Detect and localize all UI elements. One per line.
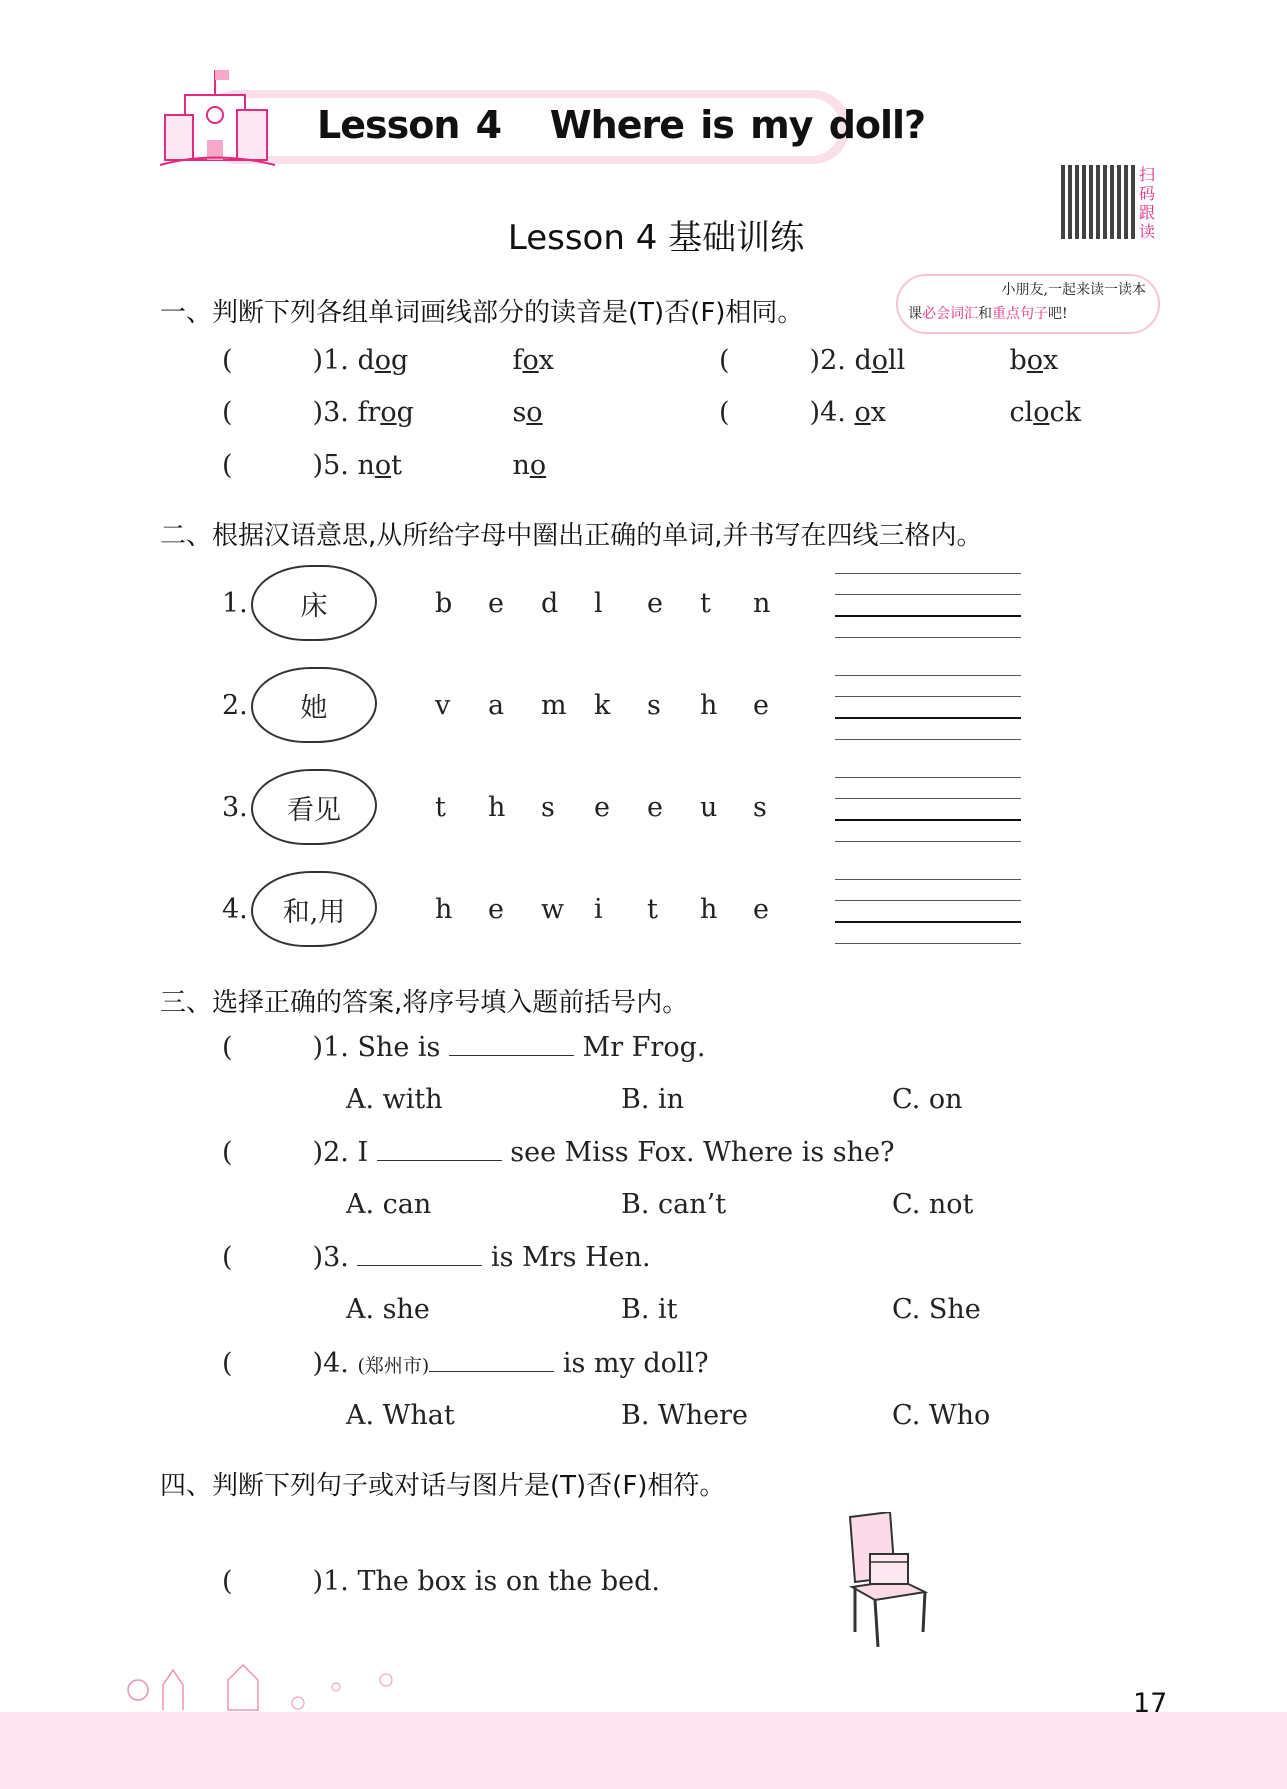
word-2 — [1009, 345, 1058, 376]
answer-option: A. with — [346, 1084, 443, 1115]
writing-line[interactable] — [835, 777, 1021, 778]
word-part: g — [396, 397, 414, 428]
chinese-meaning-cloud: 她 — [251, 667, 377, 743]
item-number: )1. — [312, 345, 358, 376]
writing-line[interactable] — [835, 675, 1021, 676]
letter[interactable]: h — [488, 792, 506, 823]
tip-highlight: 必会词汇 — [922, 306, 978, 322]
letter-sequence — [435, 690, 806, 721]
word-part: s — [512, 397, 527, 428]
word-1 — [357, 450, 512, 481]
letter[interactable]: h — [435, 894, 453, 925]
word-part: g — [391, 345, 409, 376]
word-2 — [512, 397, 542, 428]
choice-question — [222, 1032, 705, 1063]
pronunciation-item — [222, 450, 546, 481]
letter[interactable]: d — [541, 588, 559, 619]
answer-paren[interactable]: ( — [222, 1566, 233, 1597]
question-text: She is — [357, 1032, 449, 1063]
word-part: ll — [888, 345, 906, 376]
section1-heading: 一、判断下列各组单词画线部分的读音是(T)否(F)相同。 — [160, 298, 804, 328]
underlined-letter: o — [522, 345, 539, 376]
question-text: is my doll? — [554, 1348, 709, 1379]
underlined-letter: o — [526, 397, 543, 428]
question-number: )3. — [312, 1242, 358, 1273]
question-text: Mr Frog. — [573, 1032, 706, 1063]
word-1 — [357, 345, 512, 376]
page-subtitle: Lesson 4 基础训练 — [507, 218, 805, 258]
writing-line[interactable] — [835, 879, 1021, 880]
writing-line[interactable] — [835, 594, 1021, 595]
question-number: )2. — [312, 1137, 358, 1168]
word-part: n — [357, 450, 375, 481]
question-text: see Miss Fox. Where is she? — [501, 1137, 895, 1168]
underlined-letter: o — [529, 450, 547, 481]
writing-line[interactable] — [835, 798, 1021, 799]
answer-option: B. can’t — [621, 1189, 727, 1220]
letter[interactable]: m — [541, 690, 567, 721]
footer-band — [0, 1712, 1287, 1789]
question-text: The box is on the bed. — [357, 1566, 660, 1597]
tip-line-1: 小朋友,一起来读一读本 — [1001, 282, 1146, 298]
word-part: b — [1009, 345, 1027, 376]
tip-highlight: 重点句子 — [992, 306, 1048, 322]
letter[interactable]: b — [435, 588, 453, 619]
answer-option: B. it — [621, 1294, 678, 1325]
underlined-letter: o — [1033, 397, 1050, 428]
answer-paren[interactable]: ( — [222, 1242, 233, 1273]
letter[interactable]: t — [435, 792, 446, 823]
letter[interactable]: t — [700, 588, 711, 619]
question-number: )4. — [312, 1348, 358, 1379]
fill-blank[interactable] — [429, 1349, 554, 1372]
answer-paren[interactable]: ( — [222, 450, 233, 481]
underlined-letter: o — [871, 345, 888, 376]
pronunciation-item — [719, 345, 1058, 376]
letter[interactable]: v — [435, 690, 451, 721]
letter[interactable]: s — [647, 690, 661, 721]
word-part: n — [512, 450, 530, 481]
writing-line[interactable] — [835, 943, 1021, 944]
tip-text: 和 — [978, 306, 992, 322]
word-part: x — [1043, 345, 1059, 376]
word-part: d — [357, 345, 375, 376]
writing-line[interactable] — [835, 841, 1021, 842]
item-number: )4. — [809, 397, 855, 428]
qr-label: 扫码跟读 — [1139, 165, 1156, 241]
underlined-letter: o — [374, 345, 391, 376]
tip-text: 课 — [908, 306, 922, 322]
answer-option: B. Where — [621, 1400, 749, 1431]
word-part: fr — [357, 397, 381, 428]
footer-town-decoration — [118, 1645, 408, 1715]
reading-tip-bubble — [896, 274, 1160, 334]
word-part: f — [512, 345, 523, 376]
word-2 — [1009, 397, 1081, 428]
answer-paren[interactable]: ( — [719, 345, 730, 376]
item-number: )3. — [312, 397, 358, 428]
word-2 — [512, 450, 546, 481]
letter[interactable]: e — [488, 894, 504, 925]
letter[interactable]: s — [753, 792, 767, 823]
letter[interactable]: l — [594, 588, 603, 619]
item-number: 1. — [222, 588, 248, 619]
answer-option: A. she — [346, 1294, 430, 1325]
answer-paren[interactable]: ( — [222, 1137, 233, 1168]
choice-question — [222, 1137, 895, 1168]
writing-line[interactable] — [835, 921, 1021, 923]
section3-heading: 三、选择正确的答案,将序号填入题前括号内。 — [160, 988, 689, 1018]
word-1 — [357, 397, 512, 428]
chinese-meaning-cloud: 和,用 — [251, 871, 377, 947]
page-number: 17 — [1133, 1688, 1168, 1719]
letter[interactable]: e — [753, 894, 769, 925]
section4-heading: 四、判断下列句子或对话与图片是(T)否(F)相符。 — [160, 1471, 726, 1501]
letter[interactable]: e — [488, 588, 504, 619]
word-part: ck — [1049, 397, 1081, 428]
letter[interactable]: s — [541, 792, 555, 823]
word-part: t — [391, 450, 402, 481]
writing-line[interactable] — [835, 615, 1021, 617]
letter-sequence — [435, 588, 806, 619]
writing-line[interactable] — [835, 573, 1021, 574]
letter[interactable]: a — [488, 690, 505, 721]
item-number: 4. — [222, 894, 248, 925]
pronunciation-item — [222, 345, 554, 376]
letter[interactable]: i — [594, 894, 603, 925]
letter[interactable]: e — [594, 792, 610, 823]
writing-line[interactable] — [835, 717, 1021, 719]
letter[interactable]: n — [753, 588, 771, 619]
letter[interactable]: e — [753, 690, 769, 721]
pronunciation-item — [719, 397, 1081, 428]
question-4-1 — [222, 1566, 660, 1597]
source-note: (郑州市) — [357, 1355, 430, 1377]
letter[interactable]: t — [647, 894, 658, 925]
letter-sequence — [435, 894, 806, 925]
chinese-meaning-cloud: 看见 — [251, 769, 377, 845]
choice-question — [222, 1242, 651, 1273]
answer-option: B. in — [621, 1084, 685, 1115]
answer-option: C. She — [892, 1294, 981, 1325]
underlined-letter: o — [374, 450, 392, 481]
letter[interactable]: k — [594, 690, 611, 721]
item-number: 3. — [222, 792, 248, 823]
fill-blank[interactable] — [357, 1243, 482, 1266]
tip-line-2 — [898, 302, 1158, 326]
fill-blank[interactable] — [449, 1033, 574, 1056]
item-number: )2. — [809, 345, 855, 376]
word-part: x — [538, 345, 554, 376]
word-part: cl — [1009, 397, 1034, 428]
writing-line[interactable] — [835, 739, 1021, 740]
pronunciation-item — [222, 397, 543, 428]
letter[interactable]: u — [700, 792, 718, 823]
answer-paren[interactable]: ( — [222, 1348, 233, 1379]
word-part: d — [854, 345, 872, 376]
word-1 — [854, 397, 1009, 428]
answer-option: C. Who — [892, 1400, 991, 1431]
letter[interactable]: e — [647, 792, 663, 823]
underlined-letter: o — [854, 397, 871, 428]
letter[interactable]: e — [647, 588, 663, 619]
question-number: )1. — [312, 1566, 358, 1597]
writing-line[interactable] — [835, 696, 1021, 697]
writing-line[interactable] — [835, 637, 1021, 638]
answer-option: C. not — [892, 1189, 974, 1220]
word-2 — [512, 345, 554, 376]
underlined-letter: o — [380, 397, 397, 428]
school-building-icon — [155, 65, 285, 175]
question-number: )1. — [312, 1032, 358, 1063]
chair-with-box-illustration — [840, 1512, 935, 1652]
tip-text: 吧! — [1048, 306, 1068, 322]
fill-blank[interactable] — [377, 1138, 502, 1161]
writing-line[interactable] — [835, 900, 1021, 901]
writing-line[interactable] — [835, 819, 1021, 821]
question-text: I — [357, 1137, 377, 1168]
answer-option: A. can — [346, 1189, 432, 1220]
chinese-meaning-cloud: 床 — [251, 565, 377, 641]
word-part: x — [870, 397, 886, 428]
word-1 — [854, 345, 1009, 376]
question-text: is Mrs Hen. — [482, 1242, 651, 1273]
underlined-letter: o — [1026, 345, 1043, 376]
answer-option: C. on — [892, 1084, 963, 1115]
lesson-title: Lesson 4 Where is my doll? — [317, 103, 926, 147]
item-number: )5. — [312, 450, 358, 481]
answer-paren[interactable]: ( — [222, 345, 233, 376]
letter[interactable]: w — [541, 894, 565, 925]
choice-question — [222, 1348, 709, 1379]
letter-sequence — [435, 792, 806, 823]
answer-paren[interactable]: ( — [719, 397, 730, 428]
answer-paren[interactable]: ( — [222, 397, 233, 428]
answer-paren[interactable]: ( — [222, 1032, 233, 1063]
item-number: 2. — [222, 690, 248, 721]
letter[interactable]: h — [700, 690, 718, 721]
answer-option: A. What — [346, 1400, 455, 1431]
section2-heading: 二、根据汉语意思,从所给字母中圈出正确的单词,并书写在四线三格内。 — [160, 521, 983, 551]
letter[interactable]: h — [700, 894, 718, 925]
